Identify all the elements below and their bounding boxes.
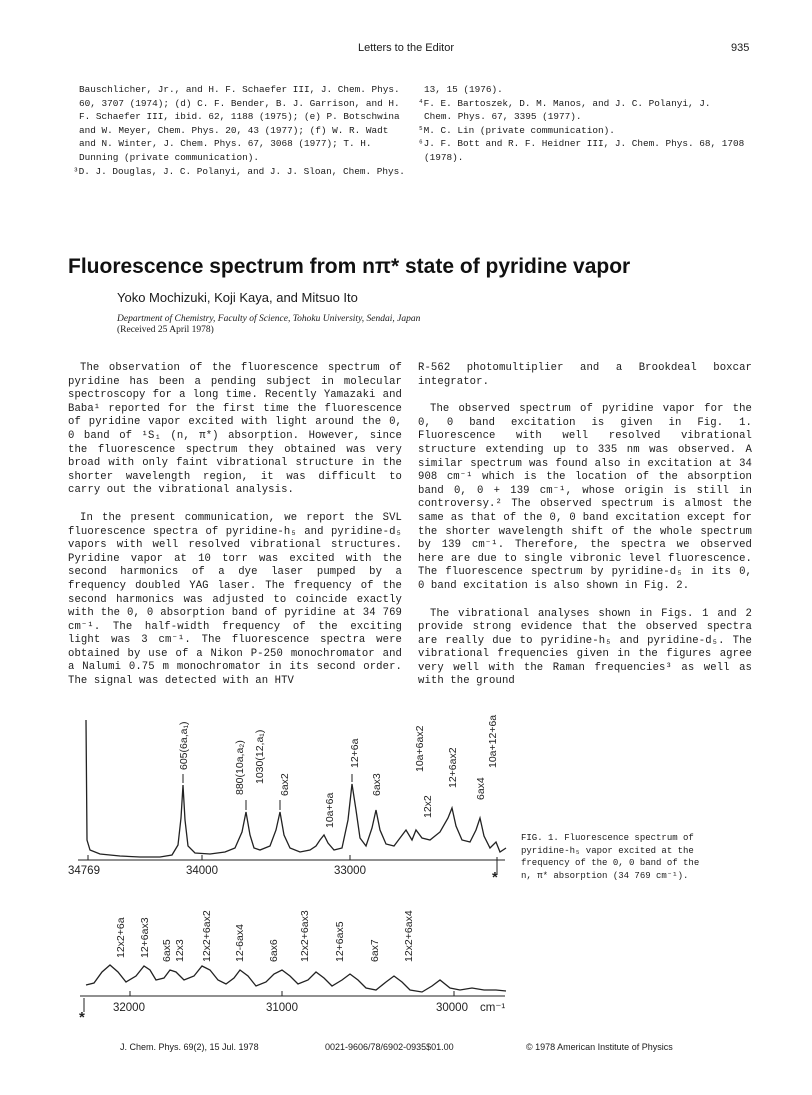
peak-label: 10a+12+6a bbox=[487, 714, 499, 768]
reference-line: F. Schaefer III, ibid. 62, 1188 (1975); (e) P. Botschwina bbox=[79, 111, 400, 123]
article-affiliation: Department of Chemistry, Faculty of Science, Tohoku University, Sendai, Japan bbox=[117, 314, 421, 324]
reference-line: Dunning (private communication). bbox=[79, 151, 260, 163]
peak-label: 12x3 bbox=[174, 939, 186, 962]
axis-tick-label: 30000 bbox=[436, 1002, 468, 1014]
peak-label: 6ax6 bbox=[268, 939, 280, 962]
axis-tick-label: 34000 bbox=[186, 865, 218, 877]
peak-label: 12x2+6ax3 bbox=[299, 910, 311, 962]
paragraph: The observation of the fluorescence spectrum of pyridine has been a pending subject in molecular spectroscopy for a long time. Recently Yamazaki and Baba¹ reported for the first time the fluorescence of pyridine vapor excited with light around the 0, 0 band of ¹S₁ (n, π*) absorption. However, since the fluorescence spectrum they obtained was very broad with only faint vibrational structure in the shorter wavelength region, it was difficult to carry out the vibrational analysis. bbox=[68, 362, 402, 497]
reference-line: ⁶J. F. Bott and R. F. Heidner III, J. Chem. Phys. 68, 1708 bbox=[418, 138, 745, 150]
axis-tick-label: 34769 bbox=[68, 865, 100, 877]
running-title: Letters to the Editor bbox=[358, 42, 454, 54]
peak-label: 10a+6ax2 bbox=[414, 725, 426, 772]
peak-label: 12x2 bbox=[422, 795, 434, 818]
reference-line: ³D. J. Douglas, J. C. Polanyi, and J. J. Sloan, Chem. Phys. bbox=[73, 165, 405, 177]
peak-label: 605(6a,a₁) bbox=[178, 721, 190, 770]
excitation-marker: * bbox=[79, 1009, 85, 1026]
peak-label: 6ax4 bbox=[475, 777, 487, 800]
peak-label: 6ax7 bbox=[369, 939, 381, 962]
figure-caption: FIG. 1. Fluorescence spectrum of pyridine-h₅ vapor excited at the frequency of the 0, 0 band of the n, π* absorption (34 769 cm⁻¹). bbox=[521, 833, 700, 881]
axis-unit-label: cm⁻¹ bbox=[480, 1002, 506, 1014]
peak-label: 880(10a,a₂) bbox=[234, 740, 246, 795]
footer-copyright: © 1978 American Institute of Physics bbox=[526, 1042, 673, 1052]
peak-label: 12+6a bbox=[349, 738, 361, 768]
paragraph: In the present communication, we report the SVL fluorescence spectra of pyridine-h₅ and pyridine-d₅ vapors with well resolved vibrational structures. Pyridine vapor at 10 torr was excited with the second harmonics of a dye laser pumped by a frequency doubled YAG laser. The frequency of the second harmonics was adjusted to coincide exactly with the 0, 0 absorption band of pyridine at 34 769 cm⁻¹. The half-width frequency of the exciting light was 3 cm⁻¹. The fluorescence spectra were obtained by use of a Nikon P-250 monochromator and a Nalumi 0.75 m monochromator in its second order. The signal was detected with an HTV bbox=[68, 511, 402, 688]
peak-label: 6ax5 bbox=[161, 939, 173, 962]
reference-line: Bauschlicher, Jr., and H. F. Schaefer III, J. Chem. Phys. bbox=[79, 84, 400, 95]
reference-line: 60, 3707 (1974); (d) C. F. Bender, B. J. Garrison, and H. bbox=[79, 97, 400, 109]
article-received: (Received 25 April 1978) bbox=[117, 325, 214, 335]
peak-label: 12x2+6ax4 bbox=[403, 910, 415, 962]
article-title: Fluorescence spectrum from nπ* state of pyridine vapor bbox=[68, 255, 631, 278]
paragraph: The vibrational analyses shown in Figs. 1 and 2 provide strong evidence that the observed spectra are really due to pyridine-h₅ and pyridine-d₅. The vibrational frequencies given in the figures agree very well with the Raman frequencies³ as well as with the ground bbox=[418, 607, 752, 688]
bottom-spectrum-trace bbox=[86, 965, 506, 992]
peak-label: 12+6ax5 bbox=[334, 921, 346, 962]
paragraph: R-562 photomultiplier and a Brookdeal boxcar integrator. bbox=[418, 362, 752, 388]
reference-line: Chem. Phys. 67, 3395 (1977). bbox=[424, 111, 582, 123]
reference-line: and N. Winter, J. Chem. Phys. 67, 3068 (1977); T. H. bbox=[79, 138, 372, 150]
reference-line: (1978). bbox=[424, 151, 464, 163]
peak-label: 12+6ax2 bbox=[447, 747, 459, 788]
top-spectrum-trace bbox=[86, 720, 506, 857]
peak-label: 12x2+6ax2 bbox=[201, 910, 213, 962]
axis-tick-label: 31000 bbox=[266, 1002, 298, 1014]
reference-line: ⁵M. C. Lin (private communication). bbox=[418, 124, 615, 136]
references-left bbox=[73, 83, 409, 178]
paragraph: The observed spectrum of pyridine vapor for the 0, 0 band excitation is given in Fig. 1. Fluorescence with well resolved vibrational structure extending up to 335 nm was observed. A similar spectrum was found also in excitation at 34 908 cm⁻¹ which is the location of the absorption band 0, 0 + 139 cm⁻¹, whose origin is still in controversy.² The observed spectrum is almost the same as that of the 0, 0 band excitation except for the shorter wavelength shift of the whole spectrum by 139 cm⁻¹. Therefore, the spectra we observed here are due to single vibronic level fluorescence. The fluorescence spectrum by pyridine-d₅ in its 0, 0 band excitation is also shown in Fig. 2. bbox=[418, 403, 752, 592]
peak-label: 10a+6a bbox=[324, 792, 336, 828]
peak-label: 6ax2 bbox=[279, 773, 291, 796]
excitation-marker: * bbox=[492, 869, 498, 886]
references-right bbox=[418, 83, 748, 165]
body-left-column bbox=[68, 362, 402, 703]
peak-label: 12x2+6a bbox=[115, 917, 127, 958]
reference-line: ⁴F. E. Bartoszek, D. M. Manos, and J. C. Polanyi, J. bbox=[418, 97, 711, 109]
peak-label: 12-6ax4 bbox=[234, 924, 246, 962]
fluorescence-spectrum-figure bbox=[60, 700, 530, 1030]
reference-line: and W. Meyer, Chem. Phys. 20, 43 (1977); (f) W. R. Wadt bbox=[79, 124, 389, 136]
peak-label: 1030(12,a₁) bbox=[254, 729, 266, 784]
footer-code: 0021-9606/78/6902-0935$01.00 bbox=[325, 1042, 454, 1052]
axis-tick-label: 32000 bbox=[113, 1002, 145, 1014]
body-right-column bbox=[418, 362, 752, 703]
footer-journal: J. Chem. Phys. 69(2), 15 Jul. 1978 bbox=[120, 1042, 259, 1052]
peak-label: 6ax3 bbox=[371, 773, 383, 796]
article-authors: Yoko Mochizuki, Koji Kaya, and Mitsuo Ito bbox=[117, 290, 358, 305]
axis-tick-label: 33000 bbox=[334, 865, 366, 877]
page-number: 935 bbox=[731, 42, 750, 54]
peak-label: 12+6ax3 bbox=[139, 917, 151, 958]
reference-line: 13, 15 (1976). bbox=[424, 84, 503, 95]
bottom-peak-labels bbox=[115, 910, 415, 962]
